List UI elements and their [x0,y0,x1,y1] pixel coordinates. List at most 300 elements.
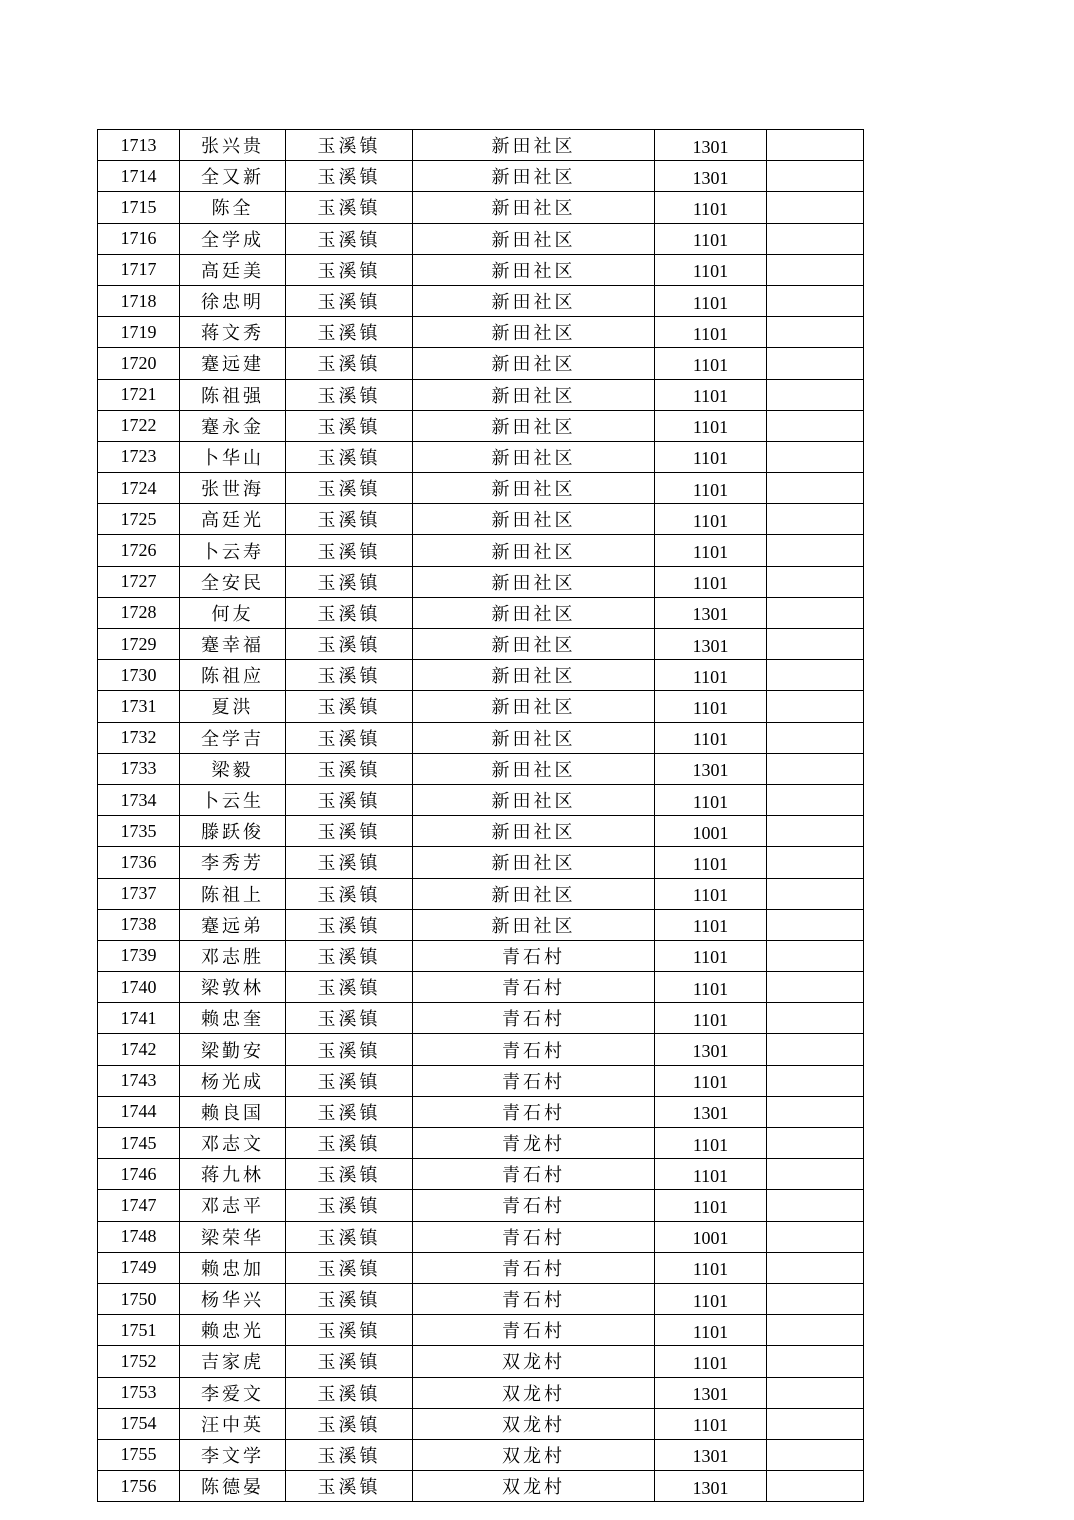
name-cell: 何友 [180,597,286,628]
village-cell: 青石村 [413,1003,655,1034]
row-number-cell: 1718 [98,285,180,316]
table-row [98,348,864,379]
row-number-cell: 1720 [98,348,180,379]
table-row [98,660,864,691]
name-cell: 赖忠奎 [180,1003,286,1034]
remark-cell [767,379,864,410]
table-row [98,1346,864,1377]
name-cell: 蹇远建 [180,348,286,379]
code-cell: 1301 [655,597,767,628]
code-cell: 1101 [655,473,767,504]
town-cell: 玉溪镇 [286,1471,413,1502]
village-cell: 新田社区 [413,816,655,847]
town-cell: 玉溪镇 [286,1252,413,1283]
name-cell: 梁荣华 [180,1221,286,1252]
village-cell: 新田社区 [413,254,655,285]
code-cell: 1101 [655,691,767,722]
remark-cell [767,1159,864,1190]
row-number-cell: 1717 [98,254,180,285]
table-row [98,1471,864,1502]
village-cell: 新田社区 [413,660,655,691]
village-cell: 新田社区 [413,909,655,940]
name-cell: 张兴贵 [180,130,286,161]
town-cell: 玉溪镇 [286,1221,413,1252]
village-cell: 青石村 [413,1034,655,1065]
code-cell: 1101 [655,285,767,316]
code-cell: 1101 [655,1346,767,1377]
name-cell: 邓志胜 [180,940,286,971]
code-cell: 1101 [655,784,767,815]
table-row [98,441,864,472]
remark-cell [767,1034,864,1065]
remark-cell [767,1471,864,1502]
remark-cell [767,1346,864,1377]
row-number-cell: 1741 [98,1003,180,1034]
remark-cell [767,348,864,379]
row-number-cell: 1749 [98,1252,180,1283]
code-cell: 1101 [655,1252,767,1283]
code-cell: 1301 [655,130,767,161]
table-row [98,535,864,566]
code-cell: 1301 [655,1377,767,1408]
name-cell: 全安民 [180,566,286,597]
row-number-cell: 1742 [98,1034,180,1065]
remark-cell [767,223,864,254]
remark-cell [767,254,864,285]
name-cell: 李秀芳 [180,847,286,878]
town-cell: 玉溪镇 [286,473,413,504]
village-cell: 双龙村 [413,1346,655,1377]
remark-cell [767,878,864,909]
remark-cell [767,566,864,597]
remark-cell [767,816,864,847]
table-row [98,192,864,223]
table-row [98,784,864,815]
table-row [98,285,864,316]
table-row [98,1221,864,1252]
town-cell: 玉溪镇 [286,878,413,909]
code-cell: 1001 [655,816,767,847]
row-number-cell: 1746 [98,1159,180,1190]
code-cell: 1101 [655,317,767,348]
table-row [98,1315,864,1346]
village-cell: 青龙村 [413,1128,655,1159]
table-row [98,878,864,909]
town-cell: 玉溪镇 [286,722,413,753]
row-number-cell: 1729 [98,629,180,660]
code-cell: 1101 [655,223,767,254]
row-number-cell: 1739 [98,940,180,971]
table-row [98,410,864,441]
code-cell: 1101 [655,1315,767,1346]
remark-cell [767,1128,864,1159]
village-cell: 新田社区 [413,629,655,660]
name-cell: 滕跃俊 [180,816,286,847]
remark-cell [767,285,864,316]
town-cell: 玉溪镇 [286,535,413,566]
village-cell: 新田社区 [413,348,655,379]
code-cell: 1101 [655,1190,767,1221]
table-row [98,691,864,722]
name-cell: 李爱文 [180,1377,286,1408]
village-cell: 新田社区 [413,597,655,628]
row-number-cell: 1744 [98,1096,180,1127]
row-number-cell: 1750 [98,1283,180,1314]
row-number-cell: 1753 [98,1377,180,1408]
table-row [98,1159,864,1190]
remark-cell [767,1439,864,1470]
village-cell: 新田社区 [413,192,655,223]
row-number-cell: 1751 [98,1315,180,1346]
table-row [98,847,864,878]
town-cell: 玉溪镇 [286,348,413,379]
village-cell: 青石村 [413,1190,655,1221]
row-number-cell: 1743 [98,1065,180,1096]
remark-cell [767,1315,864,1346]
row-number-cell: 1715 [98,192,180,223]
remark-cell [767,410,864,441]
town-cell: 玉溪镇 [286,254,413,285]
town-cell: 玉溪镇 [286,1346,413,1377]
village-cell: 青石村 [413,1283,655,1314]
village-cell: 双龙村 [413,1439,655,1470]
row-number-cell: 1735 [98,816,180,847]
row-number-cell: 1716 [98,223,180,254]
row-number-cell: 1723 [98,441,180,472]
code-cell: 1101 [655,192,767,223]
town-cell: 玉溪镇 [286,504,413,535]
code-cell: 1101 [655,722,767,753]
code-cell: 1301 [655,161,767,192]
row-number-cell: 1714 [98,161,180,192]
name-cell: 赖忠光 [180,1315,286,1346]
code-cell: 1301 [655,1439,767,1470]
village-cell: 青石村 [413,1159,655,1190]
village-cell: 双龙村 [413,1408,655,1439]
table-row [98,379,864,410]
name-cell: 蹇幸福 [180,629,286,660]
town-cell: 玉溪镇 [286,161,413,192]
code-cell: 1101 [655,348,767,379]
remark-cell [767,909,864,940]
village-cell: 青石村 [413,1252,655,1283]
row-number-cell: 1736 [98,847,180,878]
table-row [98,504,864,535]
town-cell: 玉溪镇 [286,410,413,441]
remark-cell [767,940,864,971]
code-cell: 1101 [655,535,767,566]
town-cell: 玉溪镇 [286,1128,413,1159]
name-cell: 蒋文秀 [180,317,286,348]
row-number-cell: 1713 [98,130,180,161]
remark-cell [767,1377,864,1408]
table-row [98,317,864,348]
town-cell: 玉溪镇 [286,1439,413,1470]
row-number-cell: 1727 [98,566,180,597]
village-cell: 新田社区 [413,473,655,504]
town-cell: 玉溪镇 [286,1065,413,1096]
town-cell: 玉溪镇 [286,1159,413,1190]
table-row [98,566,864,597]
code-cell: 1101 [655,254,767,285]
town-cell: 玉溪镇 [286,192,413,223]
name-cell: 陈全 [180,192,286,223]
village-cell: 新田社区 [413,223,655,254]
village-cell: 新田社区 [413,847,655,878]
name-cell: 高廷美 [180,254,286,285]
remark-cell [767,192,864,223]
name-cell: 蹇远弟 [180,909,286,940]
row-number-cell: 1719 [98,317,180,348]
town-cell: 玉溪镇 [286,1408,413,1439]
row-number-cell: 1733 [98,753,180,784]
code-cell: 1101 [655,504,767,535]
remark-cell [767,660,864,691]
name-cell: 卜云生 [180,784,286,815]
code-cell: 1101 [655,940,767,971]
row-number-cell: 1725 [98,504,180,535]
name-cell: 张世海 [180,473,286,504]
town-cell: 玉溪镇 [286,972,413,1003]
remark-cell [767,753,864,784]
town-cell: 玉溪镇 [286,597,413,628]
code-cell: 1301 [655,1471,767,1502]
code-cell: 1101 [655,1128,767,1159]
remark-cell [767,504,864,535]
table-row [98,473,864,504]
name-cell: 卜华山 [180,441,286,472]
remark-cell [767,1065,864,1096]
name-cell: 陈祖强 [180,379,286,410]
village-cell: 新田社区 [413,410,655,441]
town-cell: 玉溪镇 [286,1283,413,1314]
village-cell: 青石村 [413,1315,655,1346]
remark-cell [767,629,864,660]
code-cell: 1101 [655,1065,767,1096]
name-cell: 全学吉 [180,722,286,753]
name-cell: 蹇永金 [180,410,286,441]
name-cell: 杨光成 [180,1065,286,1096]
village-cell: 新田社区 [413,566,655,597]
name-cell: 全又新 [180,161,286,192]
town-cell: 玉溪镇 [286,130,413,161]
code-cell: 1101 [655,660,767,691]
table-row [98,940,864,971]
town-cell: 玉溪镇 [286,816,413,847]
village-cell: 新田社区 [413,784,655,815]
village-cell: 新田社区 [413,753,655,784]
row-number-cell: 1722 [98,410,180,441]
remark-cell [767,441,864,472]
table-row [98,816,864,847]
town-cell: 玉溪镇 [286,940,413,971]
town-cell: 玉溪镇 [286,441,413,472]
town-cell: 玉溪镇 [286,1315,413,1346]
table-row [98,1034,864,1065]
name-cell: 赖忠加 [180,1252,286,1283]
remark-cell [767,317,864,348]
row-number-cell: 1726 [98,535,180,566]
row-number-cell: 1721 [98,379,180,410]
name-cell: 蒋九林 [180,1159,286,1190]
code-cell: 1301 [655,1096,767,1127]
village-cell: 新田社区 [413,878,655,909]
code-cell: 1101 [655,972,767,1003]
name-cell: 陈德晏 [180,1471,286,1502]
code-cell: 1101 [655,410,767,441]
row-number-cell: 1755 [98,1439,180,1470]
row-number-cell: 1731 [98,691,180,722]
village-cell: 双龙村 [413,1377,655,1408]
village-cell: 新田社区 [413,130,655,161]
remark-cell [767,722,864,753]
table-body [98,130,864,1502]
town-cell: 玉溪镇 [286,784,413,815]
town-cell: 玉溪镇 [286,753,413,784]
table-row [98,1408,864,1439]
remark-cell [767,847,864,878]
town-cell: 玉溪镇 [286,1190,413,1221]
row-number-cell: 1740 [98,972,180,1003]
name-cell: 梁毅 [180,753,286,784]
village-cell: 青石村 [413,1221,655,1252]
name-cell: 梁敦林 [180,972,286,1003]
town-cell: 玉溪镇 [286,1003,413,1034]
table-row [98,1003,864,1034]
town-cell: 玉溪镇 [286,566,413,597]
row-number-cell: 1747 [98,1190,180,1221]
remark-cell [767,1003,864,1034]
name-cell: 卜云寿 [180,535,286,566]
remark-cell [767,1190,864,1221]
table-row [98,130,864,161]
remark-cell [767,784,864,815]
code-cell: 1301 [655,1034,767,1065]
table-row [98,1439,864,1470]
code-cell: 1101 [655,566,767,597]
table-row [98,1283,864,1314]
remark-cell [767,597,864,628]
row-number-cell: 1752 [98,1346,180,1377]
village-cell: 新田社区 [413,441,655,472]
row-number-cell: 1724 [98,473,180,504]
row-number-cell: 1756 [98,1471,180,1502]
row-number-cell: 1745 [98,1128,180,1159]
remark-cell [767,473,864,504]
town-cell: 玉溪镇 [286,1096,413,1127]
remark-cell [767,691,864,722]
table-row [98,1096,864,1127]
row-number-cell: 1738 [98,909,180,940]
row-number-cell: 1728 [98,597,180,628]
code-cell: 1101 [655,847,767,878]
town-cell: 玉溪镇 [286,1034,413,1065]
row-number-cell: 1730 [98,660,180,691]
village-cell: 新田社区 [413,379,655,410]
data-table [97,129,864,1502]
remark-cell [767,130,864,161]
town-cell: 玉溪镇 [286,629,413,660]
name-cell: 高廷光 [180,504,286,535]
name-cell: 陈祖上 [180,878,286,909]
village-cell: 新田社区 [413,504,655,535]
remark-cell [767,1096,864,1127]
row-number-cell: 1734 [98,784,180,815]
table-row [98,161,864,192]
remark-cell [767,1221,864,1252]
village-cell: 新田社区 [413,691,655,722]
village-cell: 青石村 [413,972,655,1003]
row-number-cell: 1737 [98,878,180,909]
table-row [98,972,864,1003]
code-cell: 1101 [655,1159,767,1190]
village-cell: 新田社区 [413,535,655,566]
code-cell: 1101 [655,379,767,410]
town-cell: 玉溪镇 [286,1377,413,1408]
remark-cell [767,1283,864,1314]
village-cell: 新田社区 [413,722,655,753]
remark-cell [767,1252,864,1283]
code-cell: 1101 [655,909,767,940]
town-cell: 玉溪镇 [286,909,413,940]
town-cell: 玉溪镇 [286,379,413,410]
code-cell: 1101 [655,1408,767,1439]
town-cell: 玉溪镇 [286,847,413,878]
remark-cell [767,161,864,192]
remark-cell [767,1408,864,1439]
village-cell: 新田社区 [413,285,655,316]
table-row [98,597,864,628]
remark-cell [767,535,864,566]
name-cell: 李文学 [180,1439,286,1470]
village-cell: 青石村 [413,1065,655,1096]
name-cell: 吉家虎 [180,1346,286,1377]
village-cell: 青石村 [413,1096,655,1127]
town-cell: 玉溪镇 [286,317,413,348]
town-cell: 玉溪镇 [286,691,413,722]
remark-cell [767,972,864,1003]
name-cell: 全学成 [180,223,286,254]
name-cell: 徐忠明 [180,285,286,316]
table-row [98,909,864,940]
table-row [98,1377,864,1408]
table-row [98,629,864,660]
name-cell: 杨华兴 [180,1283,286,1314]
row-number-cell: 1732 [98,722,180,753]
table-row [98,1252,864,1283]
name-cell: 邓志文 [180,1128,286,1159]
table-row [98,254,864,285]
code-cell: 1301 [655,753,767,784]
code-cell: 1301 [655,629,767,660]
town-cell: 玉溪镇 [286,223,413,254]
row-number-cell: 1748 [98,1221,180,1252]
table-row [98,1128,864,1159]
village-cell: 青石村 [413,940,655,971]
town-cell: 玉溪镇 [286,285,413,316]
table-row [98,1065,864,1096]
name-cell: 梁勤安 [180,1034,286,1065]
code-cell: 1001 [655,1221,767,1252]
name-cell: 汪中英 [180,1408,286,1439]
village-cell: 新田社区 [413,317,655,348]
table-row [98,223,864,254]
name-cell: 邓志平 [180,1190,286,1221]
name-cell: 赖良国 [180,1096,286,1127]
village-cell: 双龙村 [413,1471,655,1502]
name-cell: 夏洪 [180,691,286,722]
row-number-cell: 1754 [98,1408,180,1439]
